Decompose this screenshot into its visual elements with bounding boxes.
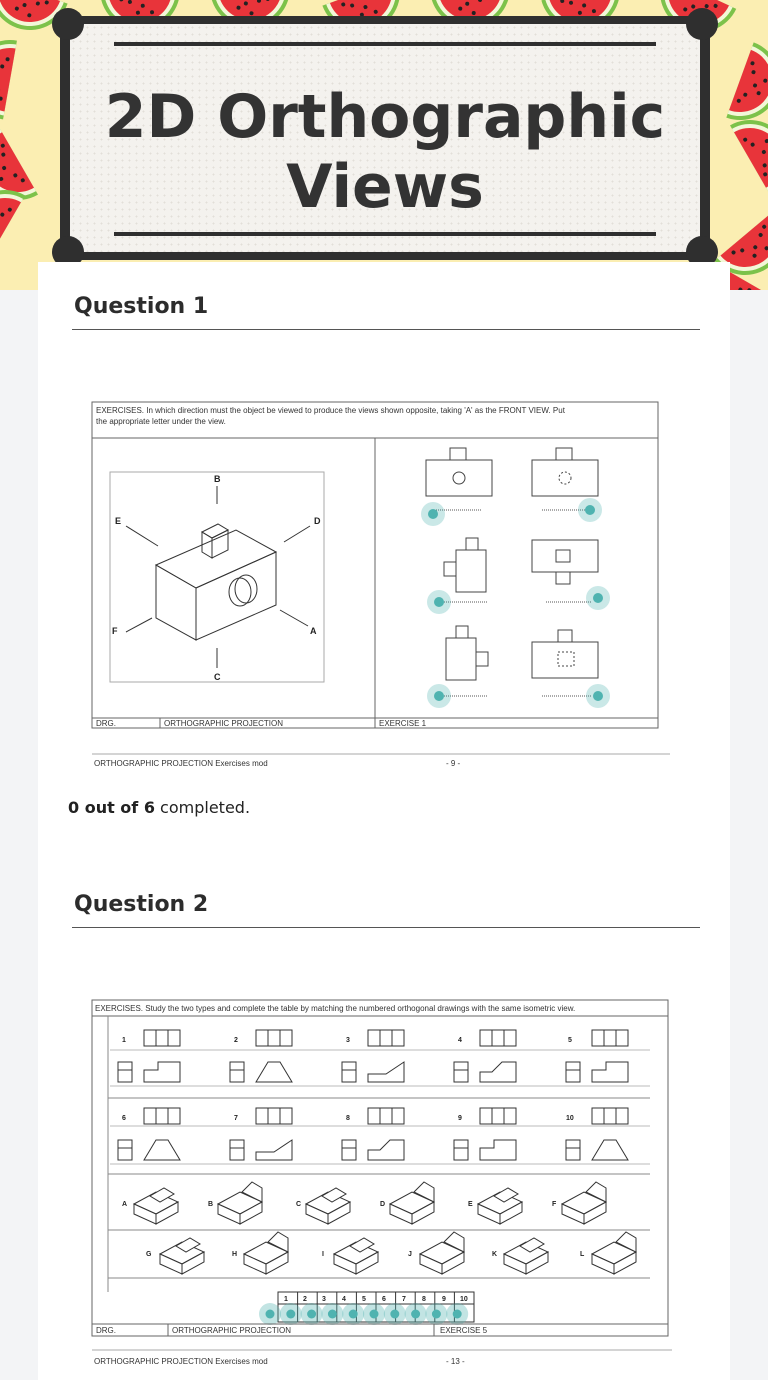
drawing-number: 7 — [234, 1115, 238, 1122]
answer-dot-core — [307, 1310, 316, 1319]
shape-letter: H — [232, 1251, 238, 1258]
page-title-line1: 2D Orthographic — [104, 82, 666, 152]
answer-number: 10 — [460, 1296, 468, 1303]
answer-dot-core — [411, 1310, 420, 1319]
q1-instruction-line2: the appropriate letter under the view. — [96, 417, 226, 426]
answer-dot[interactable] — [427, 684, 451, 708]
answer-dot[interactable] — [321, 1303, 343, 1325]
title-card — [60, 16, 710, 260]
direction-letter: F — [112, 626, 118, 636]
answer-dot[interactable] — [342, 1303, 364, 1325]
answer-dot-core — [266, 1310, 275, 1319]
answer-dot[interactable] — [446, 1303, 468, 1325]
answer-dot[interactable] — [425, 1303, 447, 1325]
answer-dot[interactable] — [363, 1303, 385, 1325]
corner-ornament — [686, 8, 718, 40]
answer-dot[interactable] — [405, 1303, 427, 1325]
title-card-inner — [70, 24, 700, 252]
question-2-worksheet — [90, 998, 674, 1378]
answer-number: 6 — [382, 1296, 386, 1303]
answer-dot[interactable] — [427, 590, 451, 614]
drawing-number: 3 — [346, 1037, 350, 1044]
answer-dot[interactable] — [301, 1303, 323, 1325]
answer-number: 2 — [303, 1296, 307, 1303]
shape-letter: G — [146, 1251, 152, 1258]
q1-footer-title: ORTHOGRAPHIC PROJECTION — [164, 719, 283, 728]
question-2-title: Question 2 — [74, 892, 209, 917]
q1-footer-exercise: EXERCISE 1 — [379, 719, 427, 728]
drawing-number: 2 — [234, 1037, 238, 1044]
direction-letter: D — [314, 516, 321, 526]
question-1-progress — [68, 798, 250, 817]
shape-letter: A — [122, 1201, 128, 1208]
answer-dot[interactable] — [586, 684, 610, 708]
drawing-number: 9 — [458, 1115, 462, 1122]
direction-letter: B — [214, 474, 221, 484]
q2-footer-drg: DRG. — [96, 1326, 116, 1335]
answer-number: 1 — [284, 1296, 288, 1303]
q2-footer-title: ORTHOGRAPHIC PROJECTION — [172, 1326, 291, 1335]
progress-suffix: completed. — [154, 798, 251, 817]
drawing-number: 5 — [568, 1037, 572, 1044]
drawing-number: 4 — [458, 1037, 462, 1044]
q1-instruction-line1: EXERCISES. In which direction must the object be viewed to produce the views shown opposite, taking 'A' as the FRONT VIEW. Put — [96, 406, 565, 415]
title-bottom-rule — [114, 232, 656, 236]
page-title-line2: Views — [286, 152, 484, 222]
question-1-worksheet — [90, 400, 670, 770]
answer-table — [259, 1292, 474, 1325]
corner-ornament — [52, 8, 84, 40]
answer-dot-core — [390, 1310, 399, 1319]
worksheet-card — [38, 262, 730, 1380]
shape-letter: D — [380, 1201, 386, 1208]
answer-dot[interactable] — [280, 1303, 302, 1325]
answer-dot-core — [453, 1310, 462, 1319]
page-title — [70, 82, 700, 222]
question-1-rule — [72, 329, 700, 330]
q2-instruction: EXERCISES. Study the two types and complete the table by matching the numbered orthogonal drawings with the same isometric view. — [95, 1004, 576, 1013]
answer-number: 4 — [342, 1296, 346, 1303]
answer-dot[interactable] — [578, 498, 602, 522]
answer-dot-core — [370, 1310, 379, 1319]
drawing-number: 10 — [566, 1115, 574, 1122]
answer-number: 5 — [362, 1296, 366, 1303]
question-1-title: Question 1 — [74, 294, 209, 319]
q2-page-footer-left: ORTHOGRAPHIC PROJECTION Exercises mod — [94, 1357, 268, 1366]
drawing-number: 6 — [122, 1115, 126, 1122]
shape-letter: L — [580, 1251, 585, 1258]
q1-footer-drg: DRG. — [96, 719, 116, 728]
answer-dot-core — [286, 1310, 295, 1319]
question-2-rule — [72, 927, 700, 928]
answer-dot-core — [328, 1310, 337, 1319]
answer-dot[interactable] — [586, 586, 610, 610]
answer-number: 9 — [442, 1296, 446, 1303]
q1-page-footer-right: - 9 - — [446, 759, 461, 768]
drawing-number: 8 — [346, 1115, 350, 1122]
answer-dot[interactable] — [259, 1303, 281, 1325]
shape-letter: B — [208, 1201, 214, 1208]
q2-page-footer-right: - 13 - — [446, 1357, 465, 1366]
answer-number: 8 — [422, 1296, 426, 1303]
answer-dot-core — [349, 1310, 358, 1319]
shape-letter: E — [468, 1201, 473, 1208]
answer-number: 7 — [402, 1296, 406, 1303]
title-top-rule — [114, 42, 656, 46]
answer-dot[interactable] — [384, 1303, 406, 1325]
progress-count: 0 out of 6 — [68, 798, 155, 817]
direction-letter: C — [214, 672, 221, 682]
drawing-number: 1 — [122, 1037, 126, 1044]
direction-letter: E — [115, 516, 122, 526]
q2-footer-exercise: EXERCISE 5 — [440, 1326, 488, 1335]
shape-letter: K — [492, 1251, 498, 1258]
answer-number: 3 — [322, 1296, 326, 1303]
answer-dot-core — [432, 1310, 441, 1319]
shape-letter: F — [552, 1201, 557, 1208]
shape-letter: C — [296, 1201, 302, 1208]
shape-letter: J — [408, 1251, 412, 1258]
shape-letter: I — [322, 1251, 324, 1258]
q1-page-footer-left: ORTHOGRAPHIC PROJECTION Exercises mod — [94, 759, 268, 768]
direction-letter: A — [310, 626, 317, 636]
answer-dot[interactable] — [421, 502, 445, 526]
